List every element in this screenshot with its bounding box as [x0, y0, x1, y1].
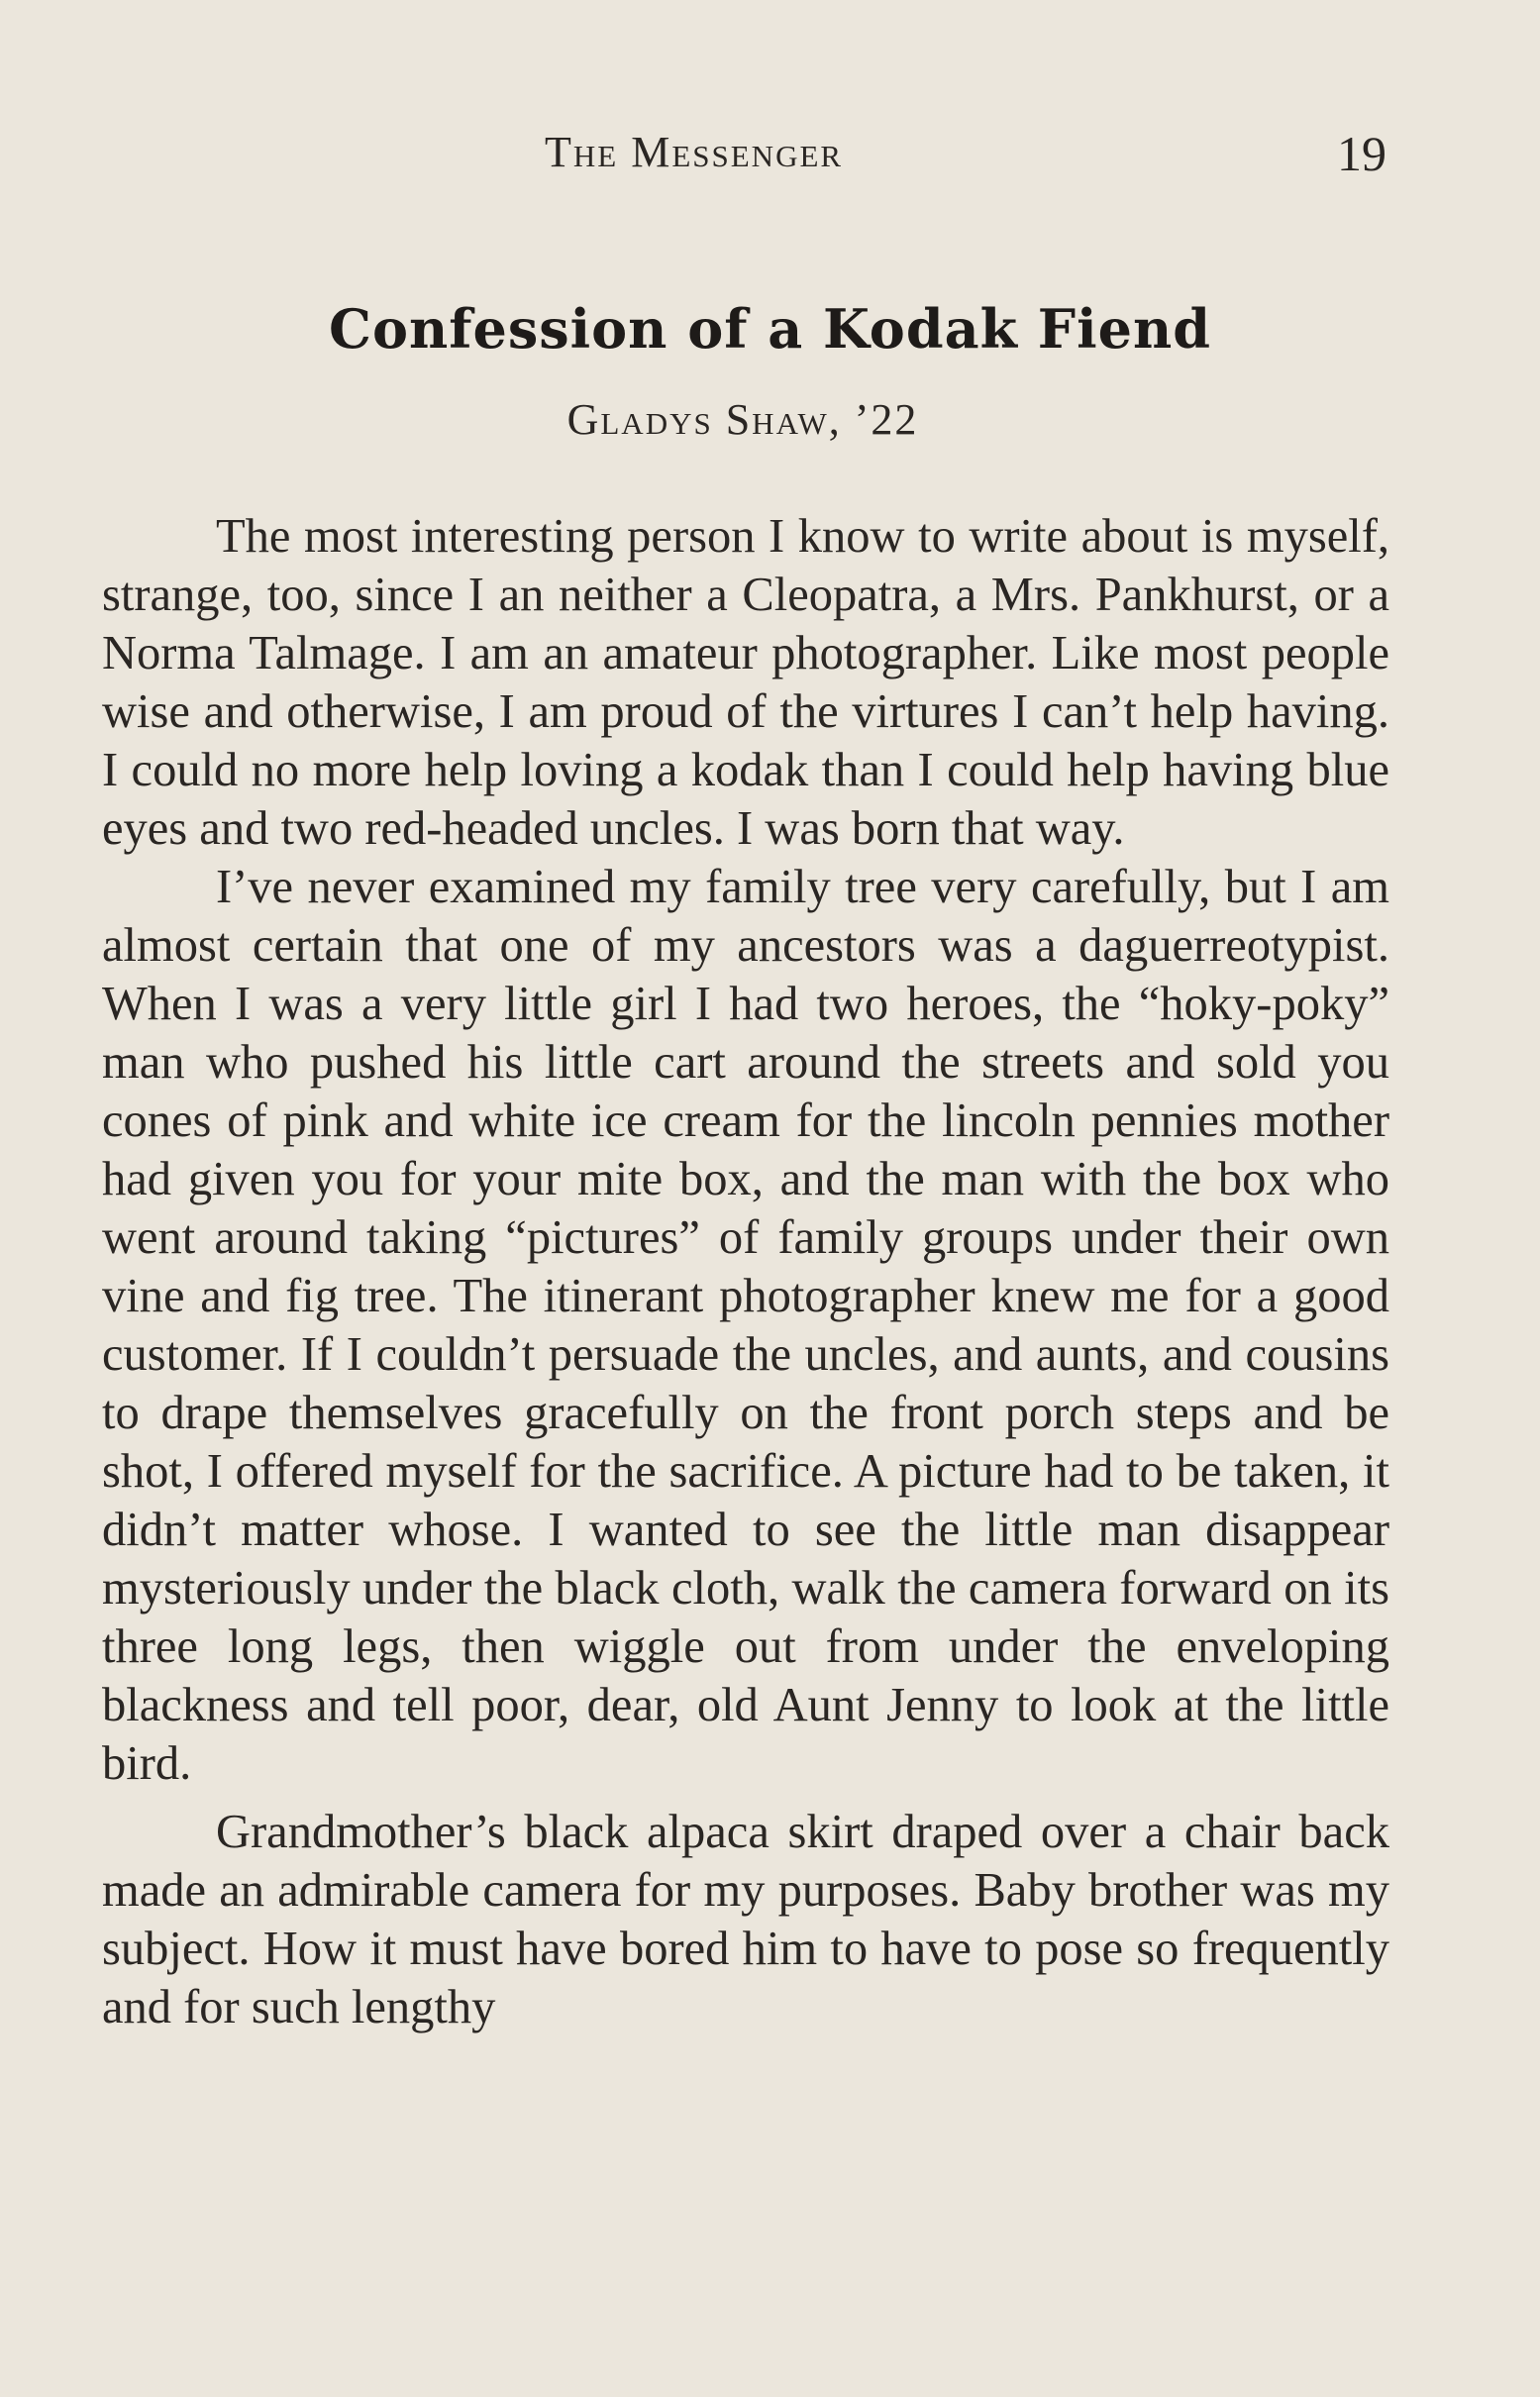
running-head [0, 127, 1540, 186]
byline: Gladys Shaw, ’22 [566, 395, 919, 444]
paragraph: I’ve never examined my family tree very carefully, but I am almost certain that one of my ancestors was a daguerreotypist. When I was a very little girl I had two heroes, the “hoky-poky” man who pushed his little cart around the streets and sold you cones of pink and white ice cream for the lincoln pennies mother had given you for your mite box, and the man with the box who went around taking “pictures” of family groups under their own vine and fig tree. The itinerant photographer knew me for a good customer. If I couldn’t persuade the uncles, and aunts, and cousins to drape themselves gracefully on the front porch steps and be shot, I offered myself for the sacrifice. A picture had to be taken, it didn’t matter whose. I wanted to see the little man disappear mysteriously under the black cloth, walk the camera forward on its three long legs, then wiggle out from under the enveloping blackness and tell poor, dear, old Aunt Jenny to look at the little bird. [102, 861, 1389, 1790]
page-number: 19 [1337, 126, 1386, 181]
article-title: Confession of a Kodak Fiend [328, 297, 1212, 361]
running-title: The Messenger [545, 128, 844, 176]
article-body [102, 507, 1389, 2036]
paragraph: The most interesting person I know to write about is myself, strange, too, since I an neither a Cleopatra, a Mrs. Pankhurst, or a Norma Talmage. I am an amateur photographer. Like most people wise and otherwise, I am proud of the virtures I can’t help having. I could no more help loving a kodak than I could help having blue eyes and two red-headed uncles. I was born that way. [102, 510, 1389, 855]
paragraph: Grandmother’s black alpaca skirt draped over a chair back made an admirable camera for my purposes. Baby brother was my subject. How it must have bored him to have to pose so frequently and for such lengthy [102, 1806, 1389, 2033]
